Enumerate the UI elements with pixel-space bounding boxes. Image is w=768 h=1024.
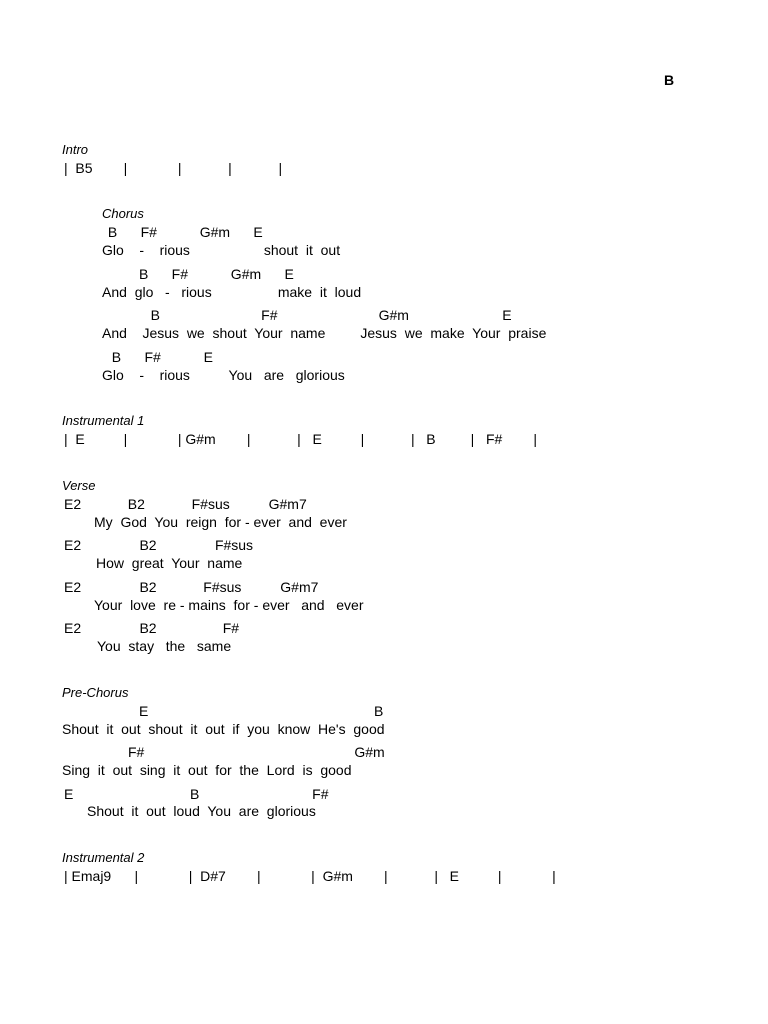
lyric-line: Glo - rious You are glorious (102, 367, 345, 383)
chord-line: E B F# (64, 786, 329, 802)
lyric-line: Shout it out shout it out if you know He's good (62, 721, 385, 737)
lyric-line: How great Your name (96, 555, 243, 571)
chord-line: E2 B2 F# (64, 620, 240, 636)
lyric-line: And Jesus we shout Your name Jesus we make Your praise (102, 325, 547, 341)
chord-line: E2 B2 F#sus G#m7 (64, 579, 319, 595)
chord-line: B F# G#m E (104, 307, 512, 323)
lyric-line: My God You reign for - ever and ever (94, 514, 347, 530)
lyric-line: You stay the same (97, 638, 232, 654)
lyric-line: Your love re - mains for - ever and ever (94, 597, 364, 613)
lyric-line: And glo - rious make it loud (102, 284, 362, 300)
chord-line: F# G#m (128, 744, 385, 760)
song-key: B (664, 72, 675, 88)
chord-line: B F# E (104, 349, 213, 365)
section-title-verse: Verse (62, 478, 96, 493)
chord-line: B F# G#m E (104, 266, 294, 282)
intro-bars: | B5 | | | | (64, 160, 283, 176)
chord-line: E2 B2 F#sus G#m7 (64, 496, 307, 512)
chord-line: E B (139, 703, 384, 719)
section-title-intro: Intro (62, 142, 89, 157)
chord-line: E2 B2 F#sus (64, 537, 254, 553)
section-title-chorus: Chorus (102, 206, 144, 221)
chord-line: B F# G#m E (104, 224, 263, 240)
lyric-line: Shout it out loud You are glorious (87, 803, 316, 819)
section-title-instrumental-1: Instrumental 1 (62, 413, 145, 428)
section-title-pre-chorus: Pre-Chorus (62, 685, 129, 700)
instrumental-1-bars: | E | | G#m | | E | | B | F# | (64, 431, 538, 447)
lyric-line: Glo - rious shout it out (102, 242, 341, 258)
instrumental-2-bars: | Emaj9 | | D#7 | | G#m | | E | | (64, 868, 556, 884)
lyric-line: Sing it out sing it out for the Lord is good (62, 762, 352, 778)
section-title-instrumental-2: Instrumental 2 (62, 850, 145, 865)
